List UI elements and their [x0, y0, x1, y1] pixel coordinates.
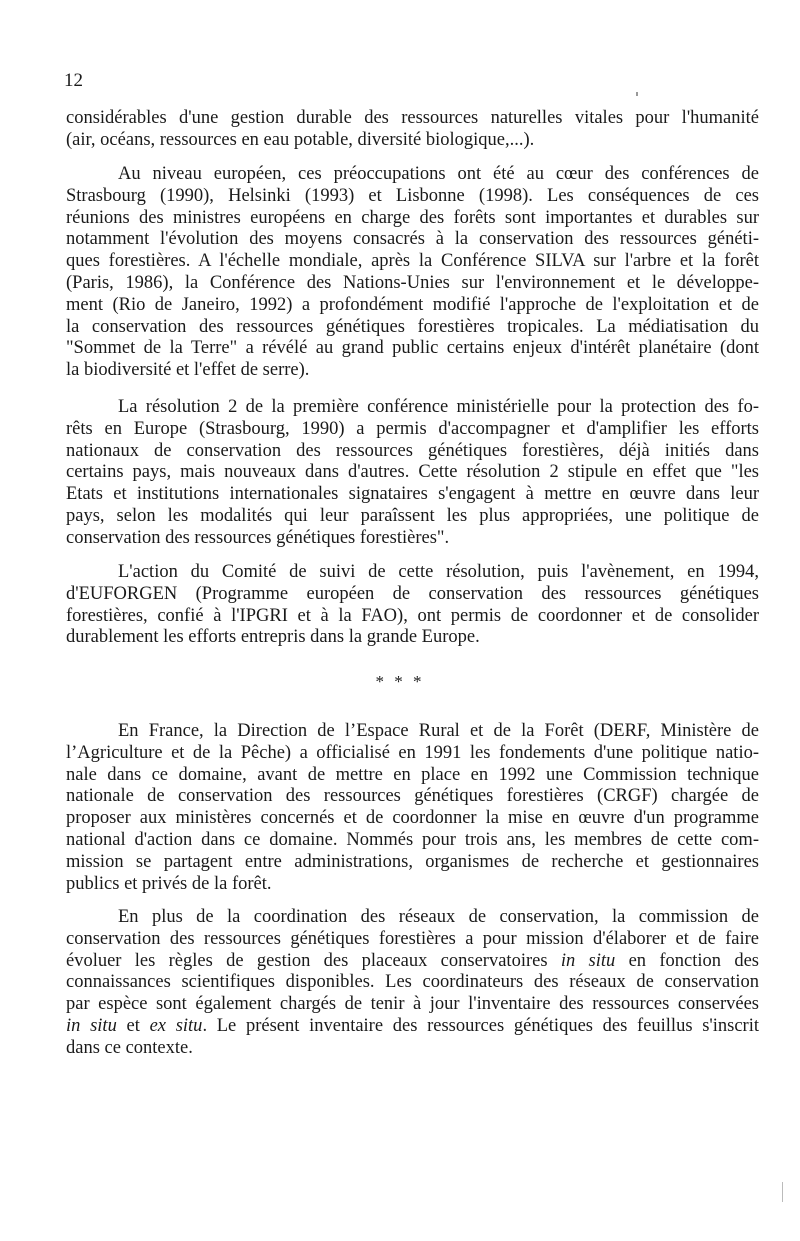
text-run: mission se partagent entre administrations, organismes de recherche et gestionnaires	[66, 851, 759, 872]
text-run: Au niveau européen, ces préoccupations ont été au cœur des conférences de	[118, 164, 759, 184]
text-run: considérables d'une gestion durable des ressources naturelles vitales pour l'humanité	[66, 108, 759, 128]
text-line	[66, 874, 759, 896]
paragraph-6	[66, 907, 759, 1060]
text-run: publics et privés de la forêt.	[66, 873, 272, 894]
text-line	[66, 186, 759, 208]
scan-speck	[636, 92, 638, 96]
text-run: (air, océans, ressources en eau potable, diversité biologique,...).	[66, 129, 535, 150]
text-run: conservation des ressources génétiques forestières a pour mission d'élaborer et de faire	[66, 928, 759, 949]
text-line	[66, 721, 759, 743]
text-run: d'EUFORGEN (Programme européen de conservation des ressources génétiques	[66, 583, 759, 604]
text-run: évoluer les règles de gestion des placeaux conservatoires	[66, 950, 561, 971]
text-run: durablement les efforts entrepris dans la grande Europe.	[66, 627, 480, 648]
text-run: et	[116, 1015, 150, 1036]
text-run: national d'action dans ce domaine. Nommés pour trois ans, les membres de cette com-	[66, 829, 759, 850]
text-line	[66, 627, 759, 649]
text-run: la conservation des ressources génétiques forestières tropicales. La médiatisation du	[66, 316, 759, 337]
text-line	[66, 786, 759, 808]
text-run: la biodiversité et l'effet de serre).	[66, 360, 310, 381]
text-line	[66, 994, 759, 1016]
text-run: "Sommet de la Terre" a révélé au grand public certains enjeux d'intérêt planétaire (dont	[66, 338, 759, 359]
text-run: forestières, confié à l'IPGRI et à la FAO), ont permis de coordonner et de consolider	[66, 605, 759, 626]
text-line	[66, 462, 759, 484]
page-number: 12	[64, 70, 83, 91]
text-line	[66, 108, 759, 130]
text-run: pays, selon les modalités qui leur paraîssent les plus appropriées, une politique de	[66, 505, 759, 526]
text-line	[66, 606, 759, 628]
paragraph-2	[66, 164, 759, 382]
italic-term: ex situ	[149, 1015, 203, 1036]
text-line	[66, 808, 759, 830]
text-run: conservation des ressources génétiques forestières".	[66, 527, 450, 548]
text-run: l’Agriculture et de la Pêche) a officialisé en 1991 les fondements d'une politique natio-	[66, 742, 759, 763]
scan-edge-mark	[782, 1182, 783, 1202]
text-line	[66, 929, 759, 951]
text-line	[66, 830, 759, 852]
text-line	[66, 295, 759, 317]
text-line	[66, 506, 759, 528]
text-line	[66, 907, 759, 929]
text-line	[66, 317, 759, 339]
text-run: La résolution 2 de la première conférence ministérielle pour la protection des fo-	[118, 397, 759, 417]
text-run: certains pays, mais nouveaux dans d'autres. Cette résolution 2 stipule en effet que "les	[66, 462, 759, 483]
text-line	[66, 972, 759, 994]
text-run: réunions des ministres européens en charge des forêts sont importantes et durables sur	[66, 207, 759, 228]
text-line	[66, 584, 759, 606]
text-line	[66, 397, 759, 419]
text-line	[66, 1016, 759, 1038]
text-run: nationale de conservation des ressources génétiques forestières (CRGF) chargée de	[66, 786, 759, 807]
paragraph-4	[66, 562, 759, 649]
text-run: L'action du Comité de suivi de cette résolution, puis l'avènement, en 1994,	[118, 562, 759, 582]
text-line	[66, 765, 759, 787]
text-line	[66, 528, 759, 550]
section-separator: * * *	[375, 672, 425, 691]
text-run: ques forestières. A l'échelle mondiale, après la Conférence SILVA sur l'arbre et la forêt	[66, 251, 759, 272]
text-run: nationaux de conservation des ressources génétiques forestières, déjà initiés dans	[66, 440, 759, 461]
text-line	[66, 441, 759, 463]
text-line	[66, 419, 759, 441]
text-run: dans ce contexte.	[66, 1037, 193, 1058]
text-run: rêts en Europe (Strasbourg, 1990) a permis d'accompagner et d'amplifier les efforts	[66, 418, 759, 439]
text-run: proposer aux ministères concernés et de coordonner la mise en œuvre d'un programme	[66, 808, 759, 829]
text-run: Etats et institutions internationales signataires s'engagent à mettre en œuvre dans leur	[66, 484, 759, 505]
text-run: Strasbourg (1990), Helsinki (1993) et Lisbonne (1998). Les conséquences de ces	[66, 185, 759, 206]
text-run: notamment l'évolution des moyens consacrés à la conservation des ressources généti-	[66, 229, 759, 250]
text-line	[66, 338, 759, 360]
text-line	[66, 743, 759, 765]
text-line	[66, 273, 759, 295]
text-line	[66, 360, 759, 382]
text-run: connaissances scientifiques disponibles. Les coordinateurs des réseaux de conservation	[66, 972, 759, 993]
paragraph-1	[66, 108, 759, 152]
text-run: . Le présent inventaire des ressources génétiques des feuillus s'inscrit	[202, 1015, 759, 1036]
italic-term: in situ	[66, 1015, 117, 1036]
text-run: (Paris, 1986), la Conférence des Nations-Unies sur l'environnement et le développe-	[66, 272, 759, 293]
text-line	[66, 562, 759, 584]
text-run: en fonction des	[615, 950, 759, 971]
text-run: En France, la Direction de l’Espace Rural et de la Forêt (DERF, Ministère de	[118, 721, 759, 741]
text-line	[66, 951, 759, 973]
paragraph-5	[66, 721, 759, 895]
text-run: ment (Rio de Janeiro, 1992) a profondément modifié l'approche de l'exploitation et de	[66, 294, 759, 315]
text-line	[66, 484, 759, 506]
text-line	[66, 1038, 759, 1060]
text-line	[66, 164, 759, 186]
italic-term: in situ	[560, 950, 616, 971]
text-run: En plus de la coordination des réseaux de conservation, la commission de	[118, 907, 759, 927]
text-line	[66, 251, 759, 273]
text-run: par espèce sont également chargés de tenir à jour l'inventaire des ressources conservées	[66, 994, 759, 1015]
text-line	[66, 208, 759, 230]
text-line	[66, 229, 759, 251]
text-line	[66, 130, 759, 152]
paragraph-3	[66, 397, 759, 550]
text-run: nale dans ce domaine, avant de mettre en place en 1992 une Commission technique	[66, 764, 759, 785]
text-line	[66, 852, 759, 874]
